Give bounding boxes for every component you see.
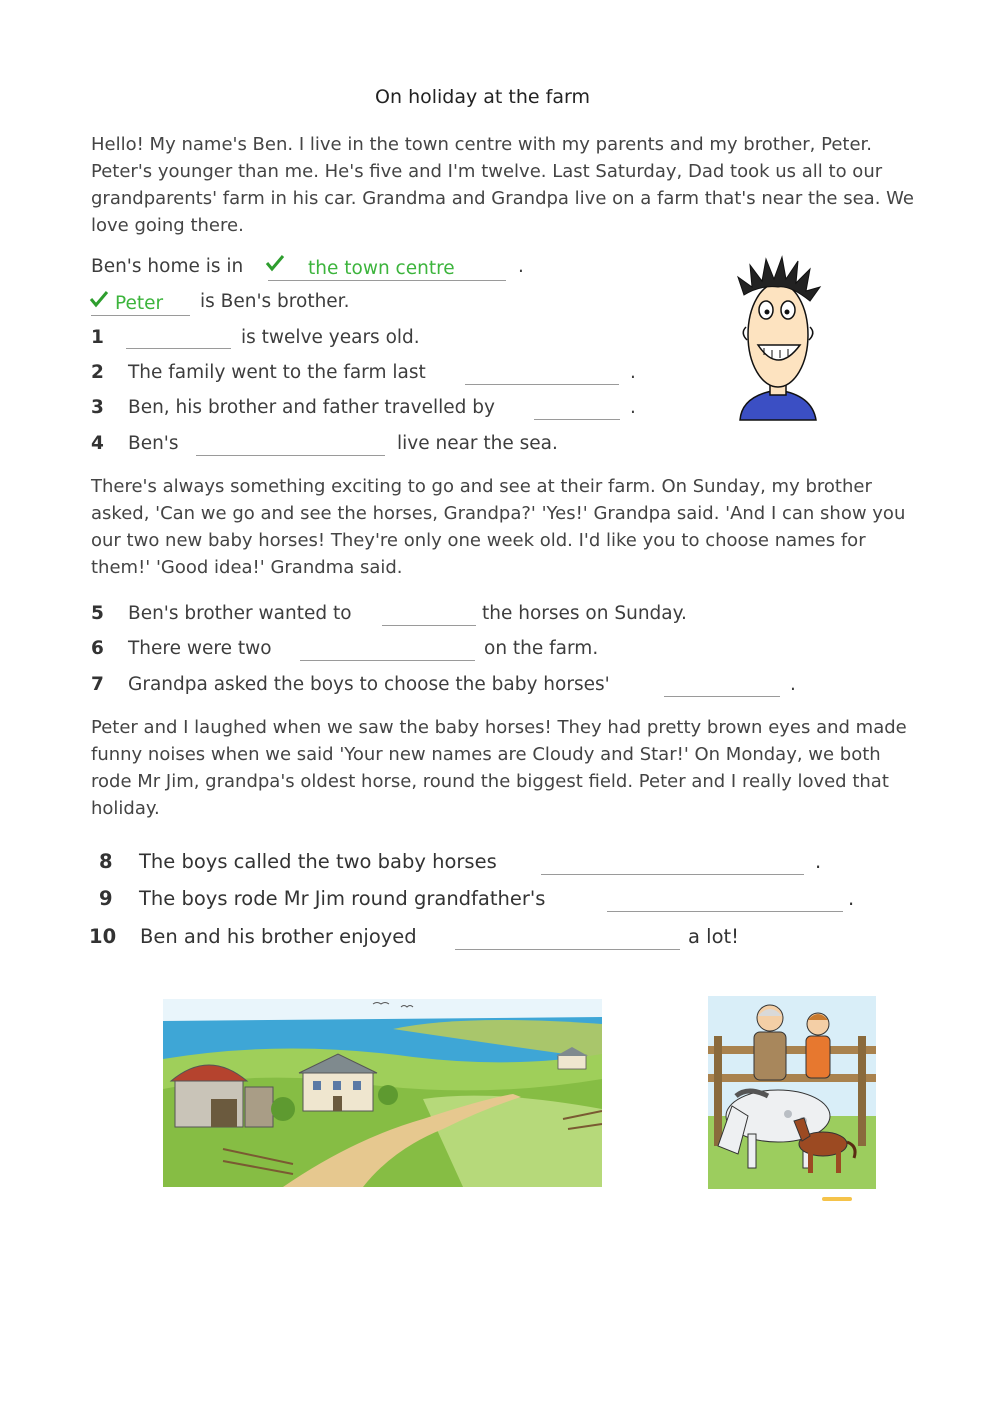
question-6-after: on the farm.: [484, 638, 599, 659]
answer-blank-7[interactable]: [664, 696, 780, 697]
question-10-text: Ben and his brother enjoyed: [140, 925, 417, 948]
question-number: 5: [91, 603, 104, 624]
question-2-text: The family went to the farm last: [128, 362, 426, 383]
answer-blank-5[interactable]: [382, 625, 476, 626]
question-8-after: .: [815, 850, 822, 873]
page-title: On holiday at the farm: [375, 86, 590, 108]
question-3-after: .: [630, 397, 636, 418]
question-8-text: The boys called the two baby horses: [139, 850, 497, 873]
example-1-end: .: [518, 256, 524, 277]
question-number: 8: [99, 850, 113, 873]
answer-blank-6[interactable]: [300, 660, 475, 661]
question-number: 3: [91, 397, 104, 418]
grandpa-horses-image: [708, 996, 876, 1189]
question-number: 10: [89, 925, 117, 948]
answer-blank-2[interactable]: [465, 384, 619, 385]
question-number: 6: [91, 638, 104, 659]
question-7-after: .: [790, 674, 796, 695]
answer-line: [268, 280, 506, 281]
answer-line: [91, 315, 190, 316]
answer-blank-4[interactable]: [196, 455, 385, 456]
reading-paragraph-3: Peter and I laughed when we saw the baby horses! They had pretty brown eyes and made funny noises when we said 'Your new names are Cloudy and Star!' On Monday, we both rode Mr Jim, grandpa's oldest horse, round the biggest field. Peter and I really loved that holiday.: [91, 717, 907, 819]
answer-blank-1[interactable]: [126, 348, 231, 349]
question-9-text: The boys rode Mr Jim round grandfather's: [139, 887, 546, 910]
question-number: 2: [91, 362, 104, 383]
question-7-text: Grandpa asked the boys to choose the baby horses': [128, 674, 610, 695]
question-2-after: .: [630, 362, 636, 383]
example-1-text: Ben's home is in: [91, 256, 244, 277]
answer-blank-3[interactable]: [534, 419, 620, 420]
question-number: 7: [91, 674, 104, 695]
question-9-after: .: [848, 887, 855, 910]
example-2-text: is Ben's brother.: [200, 291, 350, 312]
question-1-after: is twelve years old.: [241, 327, 420, 348]
ben-cartoon-image: [730, 255, 825, 435]
answer-blank-9[interactable]: [607, 911, 843, 912]
question-number: 1: [91, 327, 104, 348]
question-4-text: Ben's: [128, 433, 179, 454]
example-1-answer: the town centre: [308, 258, 455, 279]
reading-paragraph-1: Hello! My name's Ben. I live in the town centre with my parents and my brother, Peter. Peter's younger than me. He's five and I'm twelve. Last Saturday, Dad took us all to our grandparents' farm in his car. Grandma and Grandpa live on a farm that's near the sea. We love going there.: [91, 134, 914, 236]
answer-blank-10[interactable]: [455, 949, 680, 950]
question-5-after: the horses on Sunday.: [482, 603, 687, 624]
question-number: 4: [91, 433, 104, 454]
example-2-answer: Peter: [115, 293, 164, 314]
question-6-text: There were two: [128, 638, 272, 659]
checkmark-icon: [89, 290, 109, 308]
question-5-text: Ben's brother wanted to: [128, 603, 352, 624]
question-3-text: Ben, his brother and father travelled by: [128, 397, 495, 418]
question-number: 9: [99, 887, 113, 910]
checkmark-icon: [265, 254, 285, 272]
question-10-after: a lot!: [688, 925, 739, 948]
farm-landscape-image: [163, 999, 602, 1187]
decorative-mark: [822, 1197, 852, 1201]
answer-blank-8[interactable]: [541, 874, 804, 875]
question-4-after: live near the sea.: [397, 433, 558, 454]
reading-paragraph-2: There's always something exciting to go and see at their farm. On Sunday, my brother asked, 'Can we go and see the horses, Grandpa?' 'Yes!' Grandpa said. 'And I can show you our two new baby horses! They're only one week old. I'd like you to choose names for them!' 'Good idea!' Grandma said.: [91, 476, 906, 578]
